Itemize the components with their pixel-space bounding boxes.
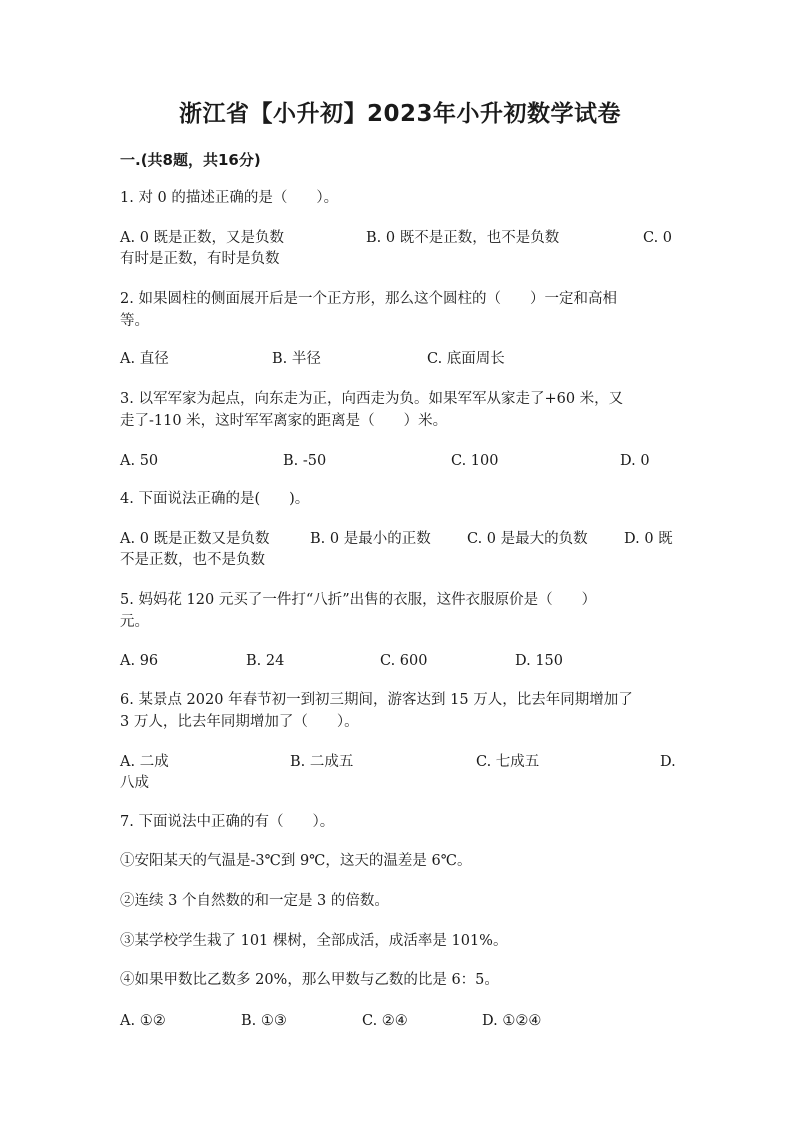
question-3-option-d: D. 0 xyxy=(620,453,650,469)
question-1-stem: 1. 对 0 的描述正确的是（ ）。 xyxy=(120,190,339,206)
question-4-option-c: C. 0 是最大的负数 xyxy=(467,531,588,547)
question-6-stem-line2: 3 万人，比去年同期增加了（ ）。 xyxy=(120,714,359,730)
question-7-statement-2: ②连续 3 个自然数的和一定是 3 的倍数。 xyxy=(120,893,389,909)
question-5-option-d: D. 150 xyxy=(515,653,564,669)
question-3-option-b: B. -50 xyxy=(283,453,327,469)
question-7-option-a: A. ①② xyxy=(120,1013,166,1029)
question-6-stem-line1: 6. 某景点 2020 年春节初一到初三期间，游客达到 15 万人，比去年同期增加了 xyxy=(120,692,633,708)
question-7-option-c: C. ②④ xyxy=(362,1013,408,1029)
question-1-option-c-cont: 有时是正数，有时是负数 xyxy=(120,251,280,267)
question-4-stem: 4. 下面说法正确的是( )。 xyxy=(120,491,310,507)
question-5-stem-line2: 元。 xyxy=(120,614,149,630)
question-2-option-b: B. 半径 xyxy=(272,351,321,367)
question-7-option-b: B. ①③ xyxy=(241,1013,287,1029)
question-2-stem-line1: 2. 如果圆柱的侧面展开后是一个正方形，那么这个圆柱的（ ）一定和高相 xyxy=(120,291,617,307)
question-7-option-d: D. ①②④ xyxy=(482,1013,542,1029)
section-heading: 一.(共8题，共16分) xyxy=(120,151,261,169)
question-2-stem-line2: 等。 xyxy=(120,313,149,329)
question-1-option-c: C. 0 xyxy=(643,230,673,246)
question-4-option-a: A. 0 既是正数又是负数 xyxy=(120,531,270,547)
question-5-option-b: B. 24 xyxy=(246,653,285,669)
question-7-statement-4: ④如果甲数比乙数多 20%，那么甲数与乙数的比是 6：5。 xyxy=(120,972,499,988)
question-4-option-d: D. 0 既 xyxy=(624,531,673,547)
question-1-option-b: B. 0 既不是正数，也不是负数 xyxy=(366,230,560,246)
question-3-option-a: A. 50 xyxy=(120,453,159,469)
question-5-option-a: A. 96 xyxy=(120,653,159,669)
question-6-option-a: A. 二成 xyxy=(120,754,169,770)
question-6-option-d: D. xyxy=(660,754,676,770)
question-6-option-b: B. 二成五 xyxy=(290,754,354,770)
question-3-option-c: C. 100 xyxy=(451,453,499,469)
question-4-option-d-cont: 不是正数，也不是负数 xyxy=(120,552,265,568)
question-2-option-c: C. 底面周长 xyxy=(427,351,505,367)
question-7-statement-1: ①安阳某天的气温是-3℃到 9℃，这天的温差是 6℃。 xyxy=(120,853,472,869)
question-6-option-c: C. 七成五 xyxy=(476,754,540,770)
question-7-stem: 7. 下面说法中正确的有（ ）。 xyxy=(120,814,335,830)
question-4-option-b: B. 0 是最小的正数 xyxy=(310,531,431,547)
question-7-statement-3: ③某学校学生栽了 101 棵树，全部成活，成活率是 101%。 xyxy=(120,933,508,949)
question-6-option-d-cont: 八成 xyxy=(120,775,149,791)
question-5-stem-line1: 5. 妈妈花 120 元买了一件打“八折”出售的衣服，这件衣服原价是（ ） xyxy=(120,592,597,608)
question-5-option-c: C. 600 xyxy=(380,653,428,669)
question-3-stem-line2: 走了-110 米，这时军军离家的距离是（ ）米。 xyxy=(120,413,448,429)
question-1-option-a: A. 0 既是正数，又是负数 xyxy=(120,230,285,246)
exam-title: 浙江省【小升初】2023年小升初数学试卷 xyxy=(178,101,621,127)
question-2-option-a: A. 直径 xyxy=(120,351,169,367)
question-3-stem-line1: 3. 以军军家为起点，向东走为正，向西走为负。如果军军从家走了+60 米，又 xyxy=(120,391,624,407)
